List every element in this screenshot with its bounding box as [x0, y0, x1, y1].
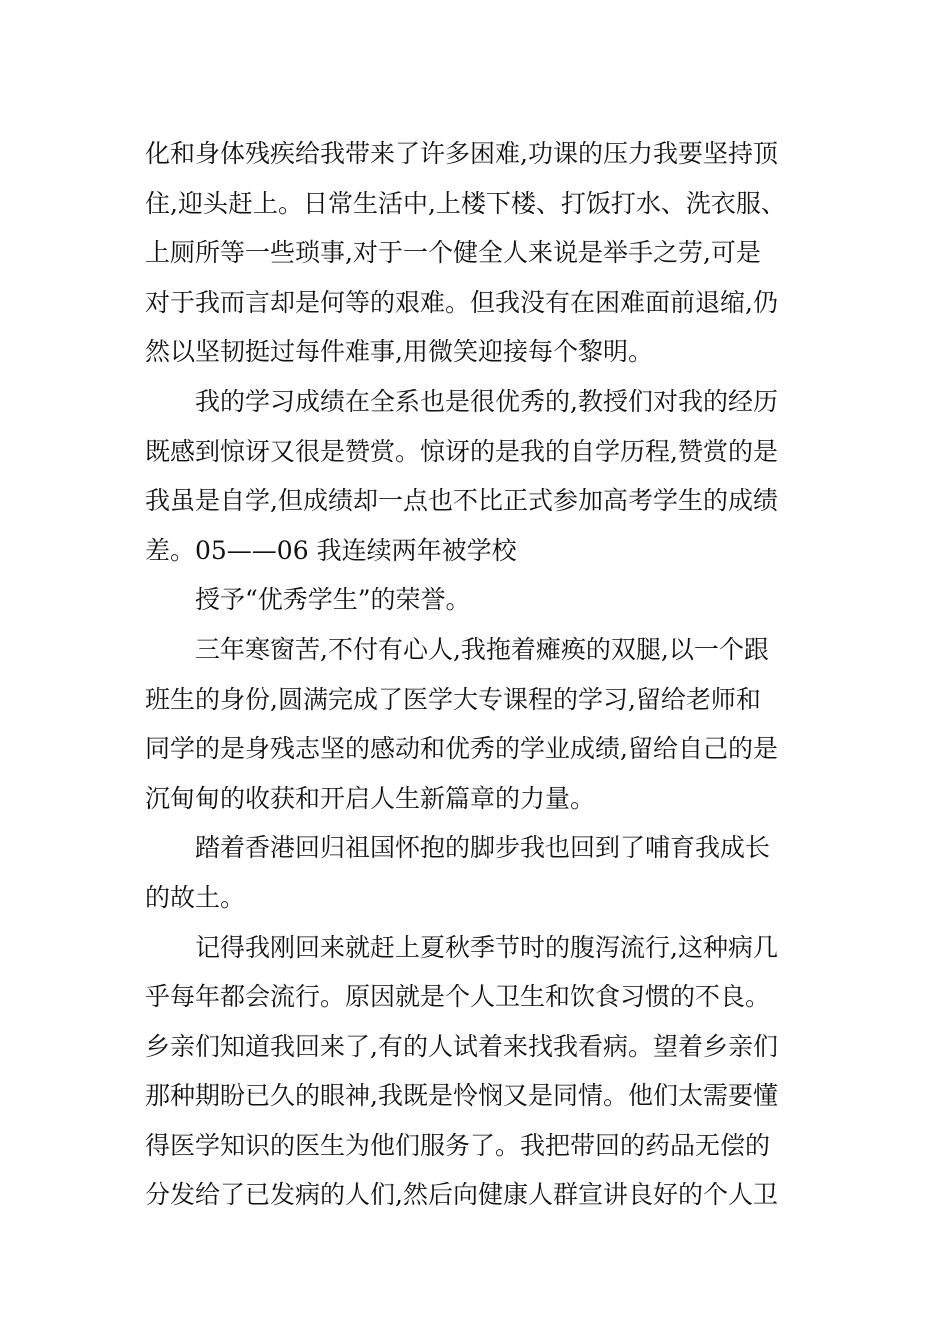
- paragraph-first-line: 三年寒窗苦,不付有心人,我拖着瘫痪的双腿,以一个跟: [195, 634, 769, 664]
- text-line: 乡亲们知道我回来了,有的人试着来找我看病。望着乡亲们: [145, 1031, 778, 1061]
- text-line: 我虽是自学,但成绩却一点也不比正式参加高考学生的成绩: [145, 486, 778, 516]
- text-line: 对于我而言却是何等的艰难。但我没有在困难面前退缩,仍: [145, 287, 778, 317]
- text-line: 沉甸甸的收获和开启人生新篇章的力量。: [145, 783, 596, 813]
- text-line: 差。05——06 我连续两年被学校: [145, 535, 517, 565]
- body-text: [145, 129, 825, 1220]
- text-line: 那种期盼已久的眼神,我既是怜悯又是同情。他们太需要懂: [145, 1081, 778, 1111]
- text-line: 既感到惊讶又很是赞赏。惊讶的是我的自学历程,赞赏的是: [145, 436, 778, 466]
- text-line: 班生的身份,圆满完成了医学大专课程的学习,留给老师和: [145, 684, 761, 714]
- text-line: 住,迎头赶上。日常生活中,上楼下楼、打饭打水、洗衣服、: [145, 188, 786, 218]
- text-line: 得医学知识的医生为他们服务了。我把带回的药品无偿的: [145, 1130, 771, 1160]
- paragraph-first-line: 我的学习成绩在全系也是很优秀的,教授们对我的经历: [195, 386, 778, 416]
- text-line: 同学的是身残志坚的感动和优秀的学业成绩,留给自己的是: [145, 734, 778, 764]
- text-line: 的故土。: [145, 882, 246, 912]
- text-line: 然以坚韧挺过每件难事,用微笑迎接每个黎明。: [145, 337, 653, 367]
- text-line: 化和身体残疾给我带来了许多困难,功课的压力我要坚持顶: [145, 139, 778, 168]
- text-line: 分发给了已发病的人们,然后向健康人群宣讲良好的个人卫: [145, 1180, 778, 1210]
- text-line: 乎每年都会流行。原因就是个人卫生和饮食习惯的不良。: [145, 982, 771, 1012]
- paragraph-first-line: 授予“优秀学生”的荣誉。: [195, 585, 471, 615]
- paragraph-first-line: 记得我刚回来就赶上夏秋季节时的腹泻流行,这种病几: [195, 932, 778, 962]
- text-line: 上厕所等一些琐事,对于一个健全人来说是举手之劳,可是: [145, 238, 761, 268]
- paragraph-first-line: 踏着香港回归祖国怀抱的脚步我也回到了哺育我成长: [195, 833, 771, 863]
